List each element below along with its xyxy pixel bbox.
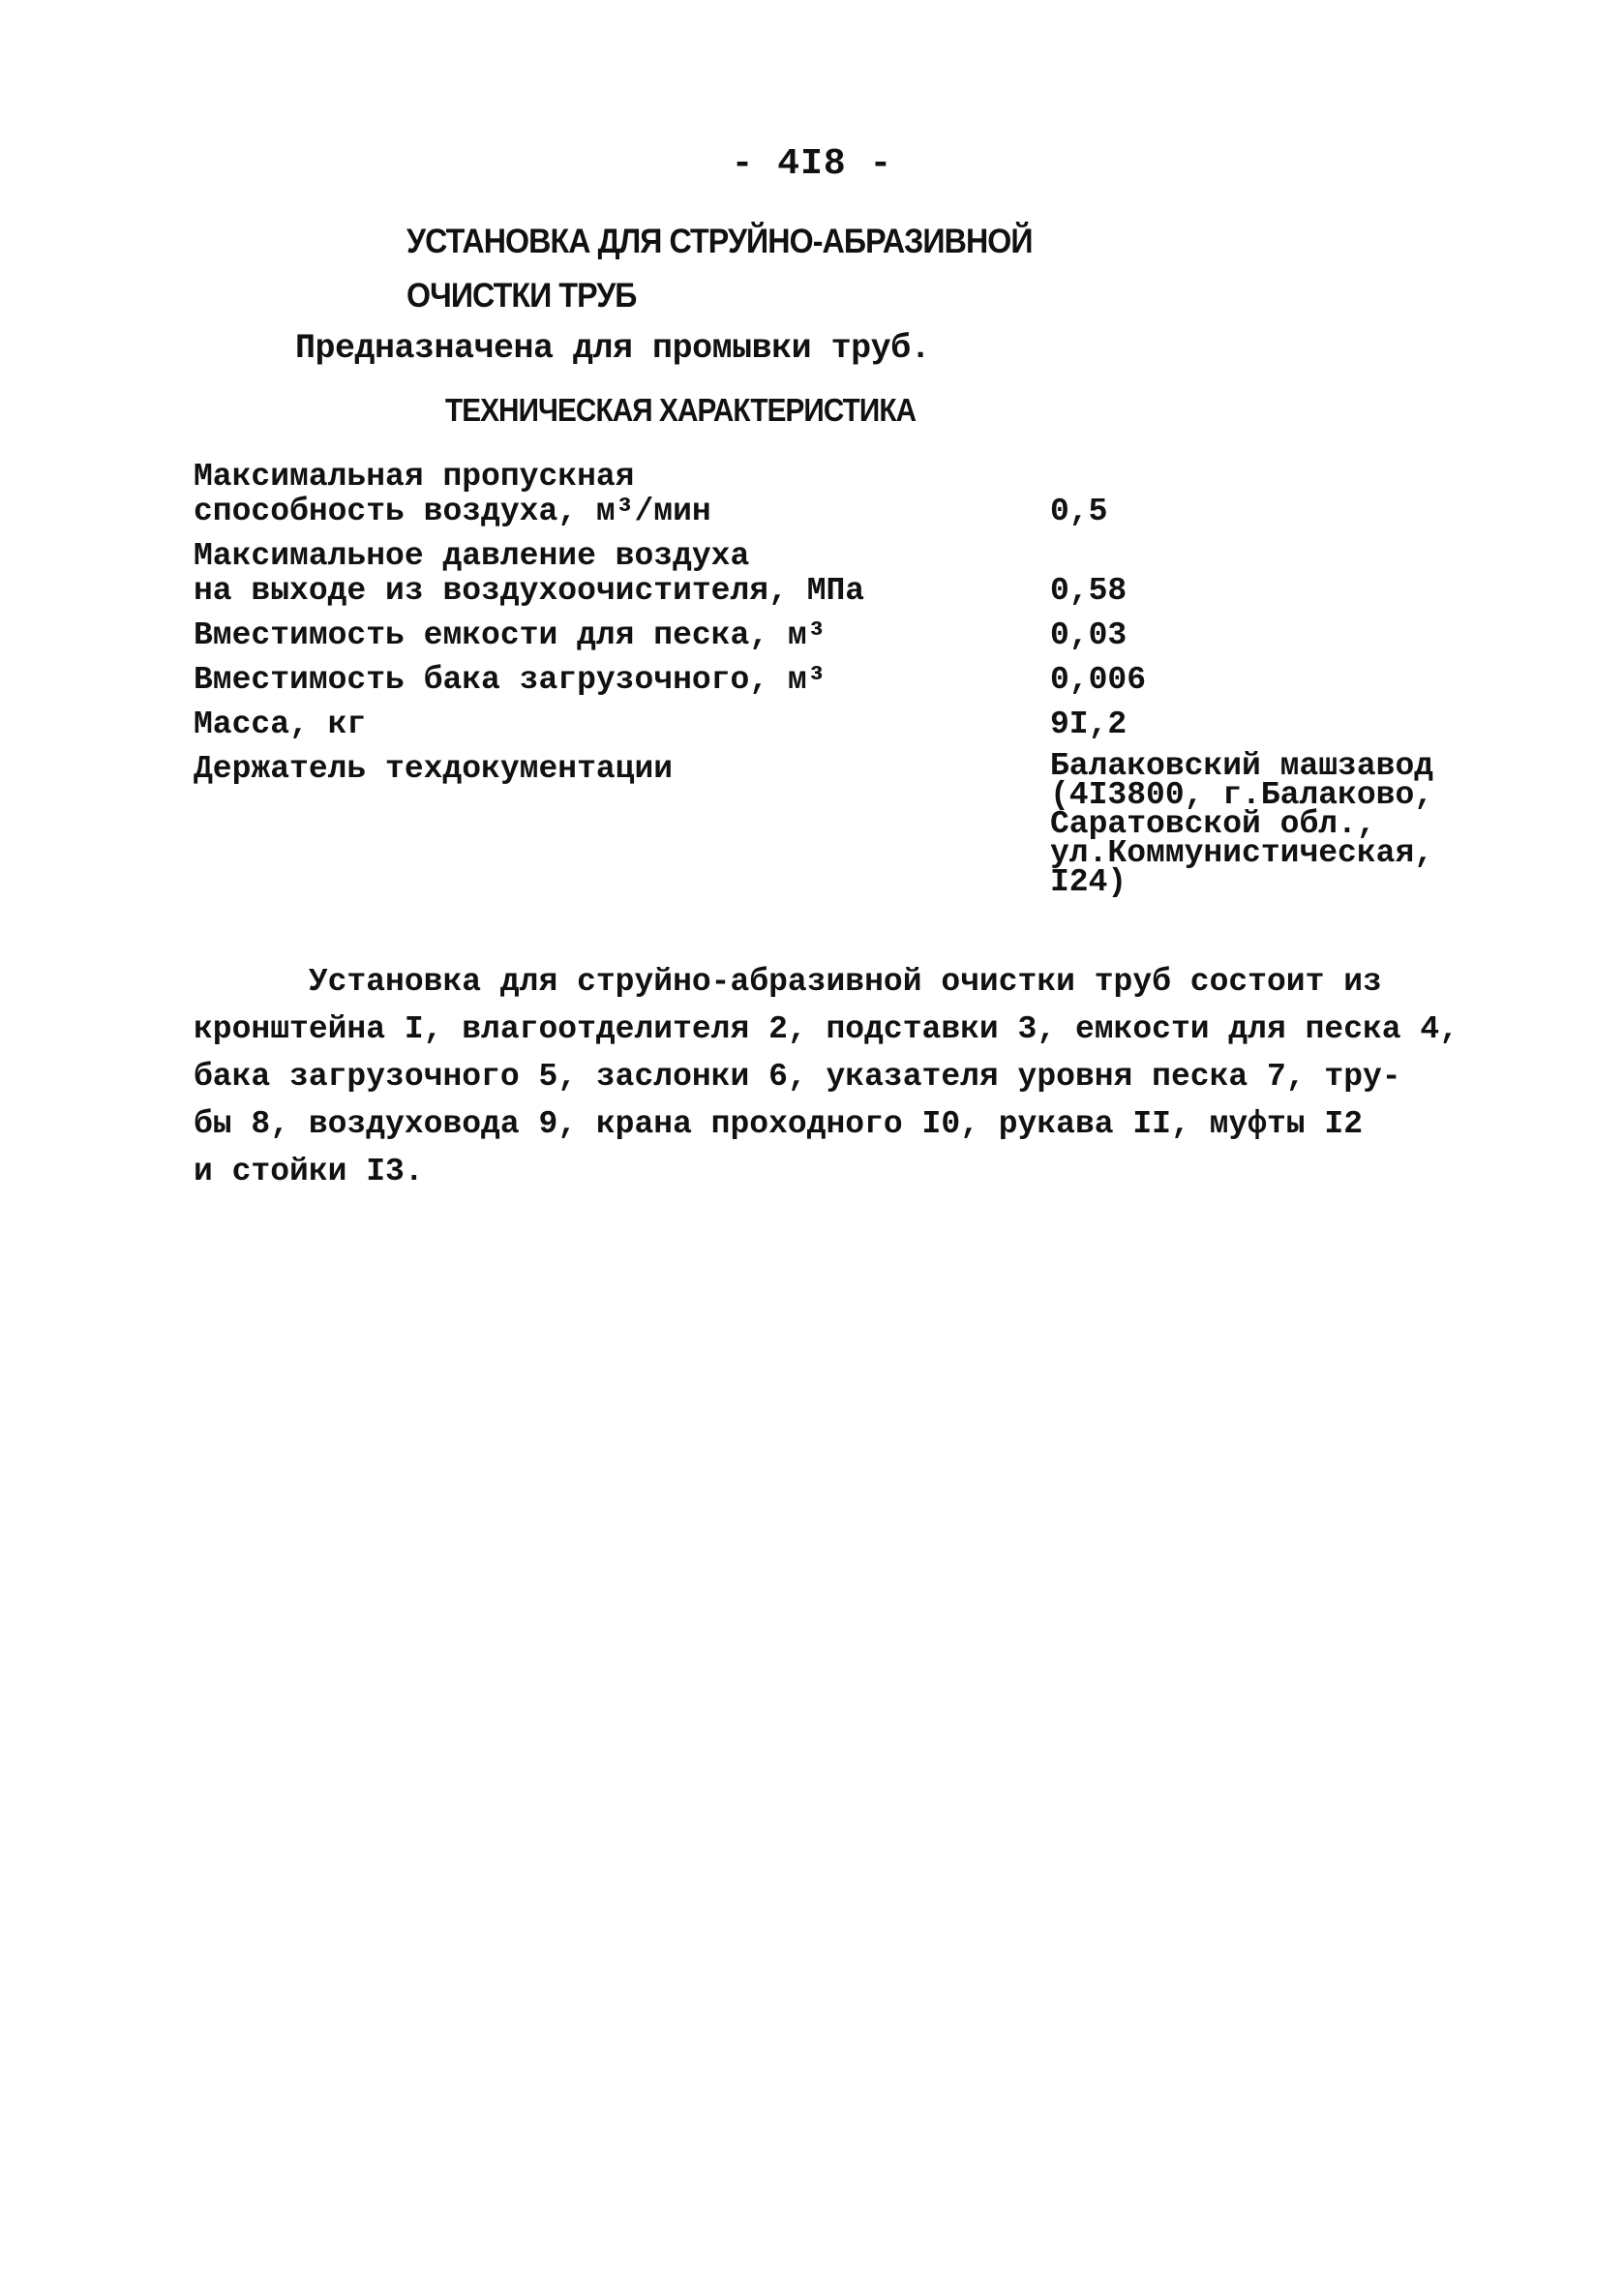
spec-label-line: Масса, кг xyxy=(194,707,367,742)
spec-row xyxy=(194,460,1490,529)
holder-address-line: (4I3800, г.Балаково, xyxy=(1050,777,1434,813)
spec-row xyxy=(194,618,1490,653)
spec-label-line: Вместимость бака загрузочного, м³ xyxy=(194,662,827,698)
description-paragraph xyxy=(194,958,1481,1195)
spec-row-holder xyxy=(194,748,1490,907)
holder-address-line: Саратовской обл., xyxy=(1050,806,1376,842)
paragraph-line: и стойки I3. xyxy=(194,1154,424,1189)
holder-address xyxy=(1050,748,1434,900)
spec-label xyxy=(194,618,1045,653)
title-line-1: УСТАНОВКА ДЛЯ СТРУЙНО-АБРАЗИВНОЙ xyxy=(406,223,1033,260)
spec-label xyxy=(194,539,1045,609)
spec-heading: ТЕХНИЧЕСКАЯ ХАРАКТЕРИСТИКА xyxy=(445,392,917,428)
paragraph-line: бы 8, воздуховода 9, крана проходного I0, рукава II, муфты I2 xyxy=(194,1106,1363,1142)
paragraph-line: бака загрузочного 5, заслонки 6, указателя уровня песка 7, тру- xyxy=(194,1059,1401,1095)
spec-row xyxy=(194,707,1490,742)
holder-address-line: I24) xyxy=(1050,864,1128,900)
spec-label xyxy=(194,707,1045,742)
spec-row xyxy=(194,539,1490,609)
page-number: - 4I8 - xyxy=(731,143,893,185)
purpose-statement: Предназначена для промывки труб. xyxy=(295,329,931,368)
spec-value: 0,5 xyxy=(1050,494,1108,529)
paragraph-line: кронштейна I, влагоотделителя 2, подставки 3, емкости для песка 4, xyxy=(194,1011,1459,1047)
spec-label xyxy=(194,663,1045,698)
spec-label-line: на выходе из воздухоочистителя, МПа xyxy=(194,573,865,609)
spec-label xyxy=(194,752,1045,787)
spec-table xyxy=(194,460,1490,917)
spec-label-line: Держатель техдокументации xyxy=(194,751,674,787)
title-line-2: ОЧИСТКИ ТРУБ xyxy=(406,277,637,315)
document-title xyxy=(406,215,1033,323)
paragraph-line: Установка для струйно-абразивной очистки труб состоит из xyxy=(194,964,1382,1000)
spec-value: 0,006 xyxy=(1050,662,1147,698)
spec-value: 0,58 xyxy=(1050,573,1128,609)
holder-address-line: ул.Коммунистическая, xyxy=(1050,835,1434,871)
spec-row xyxy=(194,663,1490,698)
spec-label-line: Максимальная пропускная xyxy=(194,459,635,495)
spec-value: 9I,2 xyxy=(1050,707,1128,742)
holder-address-line: Балаковский машзавод xyxy=(1050,748,1434,784)
spec-label-line: Максимальное давление воздуха xyxy=(194,538,750,574)
spec-value: 0,03 xyxy=(1050,617,1128,653)
spec-label xyxy=(194,460,1045,529)
spec-label-line: Вместимость емкости для песка, м³ xyxy=(194,617,827,653)
spec-label-line: способность воздуха, м³/мин xyxy=(194,494,711,529)
